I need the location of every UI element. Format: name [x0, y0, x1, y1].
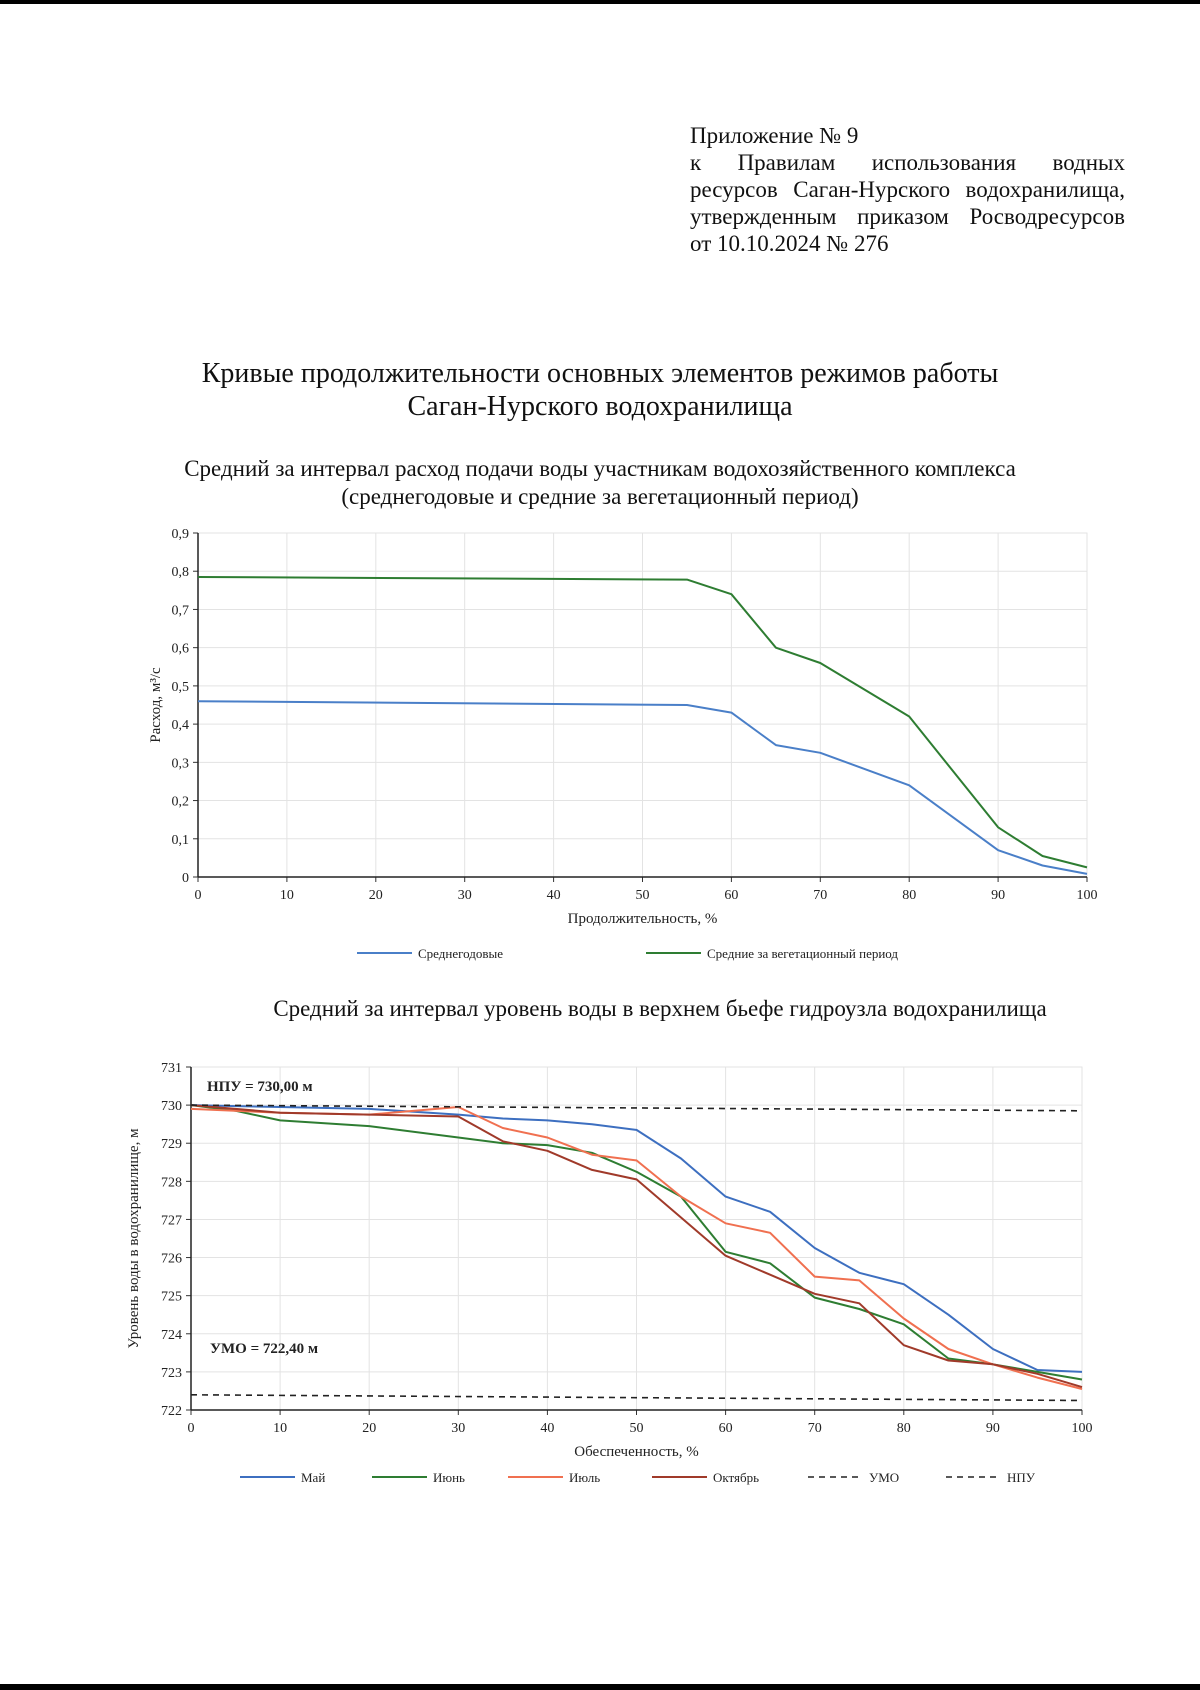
chart1-y-tick-label: 0 [182, 871, 189, 886]
chart2-x-tick-label: 10 [273, 1421, 288, 1436]
chart2-y-tick-label: 729 [161, 1137, 182, 1153]
chart2-y-tick-label: 726 [161, 1251, 182, 1267]
chart1-title: Средний за интервал расход подачи воды участникам водохозяйственного комплекса [184, 456, 1016, 481]
chart1-x-tick-label: 50 [635, 888, 650, 903]
chart1-y-tick-label: 0,5 [171, 679, 189, 695]
document-title-line-1: Кривые продолжительности основных элементов режимов работы [201, 358, 999, 389]
chart2-legend-label: Май [301, 1470, 326, 1485]
chart1-x-axis-label: Продолжительность, % [567, 911, 718, 927]
chart1-y-tick-label: 0,3 [171, 756, 189, 772]
chart2-y-tick-label: 727 [161, 1213, 182, 1229]
appendix-reservoir-line: ресурсов Саган-Нурского водохранилища, [690, 177, 1125, 202]
chart2-x-tick-label: 40 [540, 1421, 555, 1436]
chart2-annotation: НПУ = 730,00 м [207, 1079, 313, 1095]
chart1-legend-label: Среднегодовые [418, 946, 504, 961]
chart2-x-tick-label: 80 [896, 1421, 911, 1436]
chart2-title-block [60, 995, 1200, 1023]
chart2-legend-label: НПУ [1007, 1470, 1035, 1485]
chart1-x-tick-label: 10 [279, 888, 294, 903]
chart2-x-tick-label: 100 [1071, 1421, 1093, 1436]
chart1-y-tick-label: 0,7 [171, 603, 189, 619]
chart2-x-tick-label: 30 [451, 1421, 466, 1436]
appendix-block [690, 122, 1125, 257]
chart2-y-tick-label: 730 [161, 1099, 182, 1115]
chart1-x-tick-label: 0 [194, 888, 202, 903]
chart1-x-tick-label: 100 [1076, 888, 1098, 903]
appendix-order-line: утвержденным приказом Росводресурсов [690, 204, 1125, 229]
chart2-x-tick-label: 0 [187, 1421, 195, 1436]
chart1-y-axis-label: Расход, м³/с [148, 667, 164, 743]
appendix-rules-line: к Правилам использования водных [690, 150, 1125, 175]
chart1-x-tick-label: 70 [813, 888, 828, 903]
chart1-x-tick-label: 80 [902, 888, 917, 903]
chart2-x-tick-label: 50 [629, 1421, 644, 1436]
chart2-y-tick-label: 723 [161, 1365, 182, 1381]
chart2-legend-label: Июль [569, 1470, 601, 1485]
chart1-x-tick-label: 60 [724, 888, 739, 903]
chart1-title-block [0, 455, 1200, 511]
chart1-legend-label: Средние за вегетационный период [707, 946, 899, 961]
chart2-title: Средний за интервал уровень воды в верхнем бьефе гидроузла водохранилища [273, 996, 1047, 1021]
chart1-subtitle: (среднегодовые и средние за вегетационный период) [341, 484, 859, 509]
chart2-legend-label: Октябрь [713, 1470, 760, 1485]
chart2-y-tick-label: 724 [161, 1327, 182, 1343]
chart1-x-tick-label: 90 [991, 888, 1006, 903]
chart1-x-tick-label: 20 [368, 888, 383, 903]
chart1-y-tick-label: 0,8 [171, 565, 189, 581]
chart2-legend-label: УМО [869, 1470, 900, 1485]
chart2-legend-label: Июнь [433, 1470, 465, 1485]
chart1-y-tick-label: 0,9 [171, 527, 189, 542]
chart2-y-tick-label: 728 [161, 1175, 182, 1191]
chart2-x-tick-label: 20 [362, 1421, 377, 1436]
appendix-date-line: от 10.10.2024 № 276 [690, 231, 889, 256]
chart2-y-tick-label: 731 [161, 1061, 182, 1076]
chart1-x-tick-label: 30 [457, 888, 472, 903]
chart2-x-tick-label: 60 [718, 1421, 733, 1436]
chart2-x-tick-label: 70 [807, 1421, 822, 1436]
chart2-x-axis-label: Обеспеченность, % [574, 1444, 699, 1460]
chart2-y-tick-label: 722 [161, 1404, 182, 1419]
flow-duration-chart [0, 519, 1200, 969]
water-level-chart [0, 1054, 1200, 1514]
document-title-line-2: Саган-Нурского водохранилища [407, 391, 793, 422]
chart1-x-tick-label: 40 [546, 888, 561, 903]
document-title [0, 357, 1200, 423]
chart2-annotation: УМО = 722,40 м [210, 1341, 319, 1357]
chart1-y-tick-label: 0,4 [171, 718, 189, 734]
chart2-y-tick-label: 725 [161, 1289, 182, 1305]
appendix-number: Приложение № 9 [690, 123, 859, 148]
chart1-y-tick-label: 0,2 [171, 794, 189, 810]
chart2-y-axis-label: Уровень воды в водохранилище, м [126, 1128, 142, 1349]
chart1-y-tick-label: 0,6 [171, 641, 189, 657]
chart1-y-tick-label: 0,1 [171, 832, 189, 848]
document-page [0, 4, 1200, 1684]
chart2-x-tick-label: 90 [985, 1421, 1000, 1436]
